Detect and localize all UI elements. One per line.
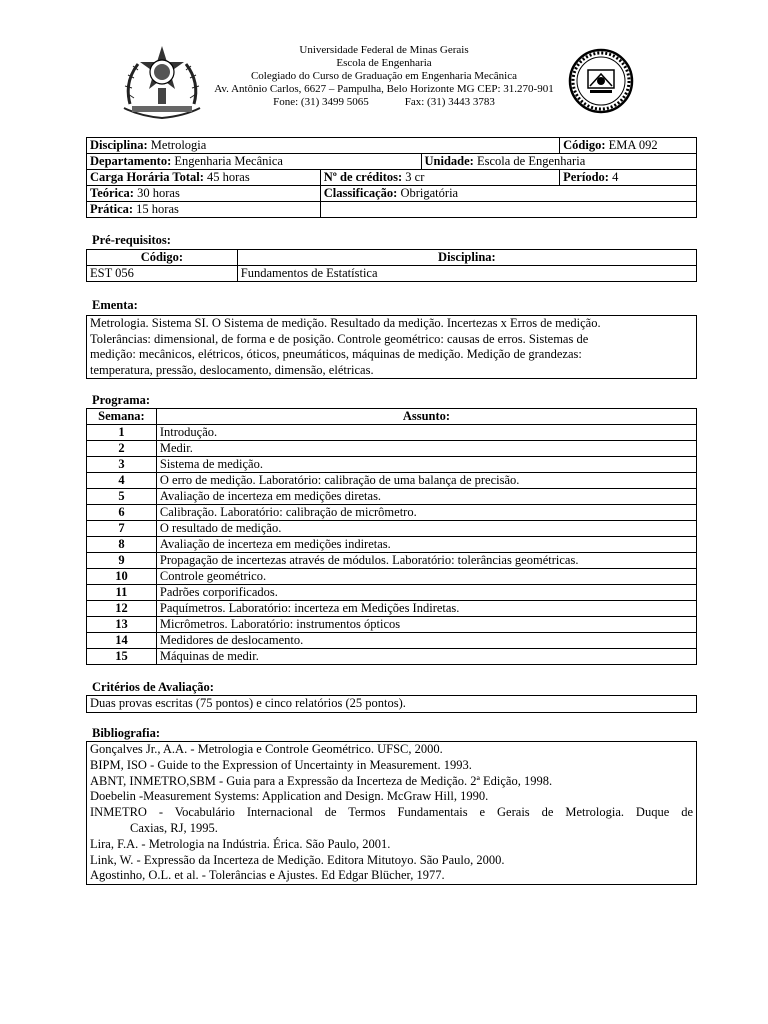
list-item-continuation: Caxias, RJ, 1995. <box>130 820 218 835</box>
bibliografia-box <box>86 741 697 885</box>
school-name: Escola de Engenharia <box>336 57 432 69</box>
prereq-codigo: EST 056 <box>87 266 238 282</box>
table-row <box>87 266 697 282</box>
prereq-col-disciplina: Disciplina: <box>237 250 696 266</box>
creditos-cell: Nº de créditos: 3 cr <box>320 170 559 186</box>
list-item: Agostinho, O.L. et al. - Tolerâncias e Ajustes. Ed Edgar Blücher, 1977. <box>90 868 445 883</box>
teorica-cell: Teórica: 30 horas <box>87 186 321 202</box>
table-row: 6 Calibração. Laboratório: calibração de micrômetro. <box>87 505 697 521</box>
programa-col-assunto: Assunto: <box>156 409 696 425</box>
criterios-text: Duas provas escritas (75 pontos) e cinco relatórios (25 pontos). <box>90 696 406 710</box>
criterios-title: Critérios de Avaliação: <box>92 680 214 694</box>
table-row: 2 Medir. <box>87 441 697 457</box>
ementa-line: Metrologia. Sistema SI. O Sistema de medição. Resultado da medição. Incertezas x Erros de medição. <box>90 316 601 330</box>
table-row: 7 O resultado de medição. <box>87 521 697 537</box>
table-row: 14 Medidores de deslocamento. <box>87 633 697 649</box>
institution-header <box>0 44 768 109</box>
table-row: 9 Propagação de incertezas através de módulos. Laboratório: tolerâncias geométricas. <box>87 553 697 569</box>
table-row: 13 Micrômetros. Laboratório: instrumentos ópticos <box>87 617 697 633</box>
codigo-cell: Código: EMA 092 <box>560 138 697 154</box>
prereq-title: Pré-requisitos: <box>92 233 171 247</box>
departamento-cell: Departamento: Engenharia Mecânica <box>87 154 422 170</box>
table-row: 5 Avaliação de incerteza em medições diretas. <box>87 489 697 505</box>
programa-title: Programa: <box>92 393 151 407</box>
table-row: 1 Introdução. <box>87 425 697 441</box>
list-item: Link, W. - Expressão da Incerteza de Medição. Editora Mitutoyo. São Paulo, 2000. <box>90 852 505 867</box>
prereq-disciplina: Fundamentos de Estatística <box>237 266 696 282</box>
university-name: Universidade Federal de Minas Gerais <box>299 44 469 56</box>
list-item: Doebelin -Measurement Systems: Application and Design. McGraw Hill, 1990. <box>90 789 489 804</box>
table-row: 8 Avaliação de incerteza em medições indiretas. <box>87 537 697 553</box>
programa-col-semana: Semana: <box>87 409 157 425</box>
ementa-box <box>86 315 697 379</box>
table-row: 11 Padrões corporificados. <box>87 585 697 601</box>
ementa-line: medição: mecânicos, elétricos, óticos, pneumáticos, máquinas de medição. Medição de grandezas: <box>90 347 582 361</box>
list-item: INMETRO - Vocabulário Internacional de Termos Fundamentais e Gerais de Metrologia. Duque de <box>90 805 693 820</box>
list-item: Lira, F.A. - Metrologia na Indústria. Érica. São Paulo, 2001. <box>90 836 391 851</box>
prereq-col-codigo: Código: <box>87 250 238 266</box>
course-info-grid <box>86 137 697 218</box>
phone: Fone: (31) 3499 5065 <box>273 96 369 108</box>
list-item: BIPM, ISO - Guide to the Expression of Uncertainty in Measurement. 1993. <box>90 757 472 772</box>
colegiado-name: Colegiado do Curso de Graduação em Engenharia Mecânica <box>250 70 518 82</box>
empty-cell <box>320 202 696 218</box>
table-row: 12 Paquímetros. Laboratório: incerteza em Medições Indiretas. <box>87 601 697 617</box>
ementa-line: Tolerâncias: dimensional, de forma e de posição. Controle geométrico: causas de erros. Sistemas de <box>90 331 589 346</box>
programa-table <box>86 408 697 665</box>
table-row: 15 Máquinas de medir. <box>87 649 697 665</box>
periodo-cell: Período: 4 <box>560 170 697 186</box>
unidade-cell: Unidade: Escola de Engenharia <box>421 154 697 170</box>
classificacao-cell: Classificação: Obrigatória <box>320 186 696 202</box>
list-item: Gonçalves Jr., A.A. - Metrologia e Controle Geométrico. UFSC, 2000. <box>90 742 443 756</box>
prereq-table <box>86 249 697 282</box>
table-row: 4 O erro de medição. Laboratório: calibração de uma balança de precisão. <box>87 473 697 489</box>
table-row: 10 Controle geométrico. <box>87 569 697 585</box>
ementa-title: Ementa: <box>92 298 138 312</box>
address: Av. Antônio Carlos, 6627 – Pampulha, Belo Horizonte MG CEP: 31.270-901 <box>214 83 554 95</box>
table-row: 3 Sistema de medição. <box>87 457 697 473</box>
disciplina-cell: Disciplina: Metrologia <box>87 138 560 154</box>
list-item: ABNT, INMETRO,SBM - Guia para a Expressão da Incerteza de Medição. 2ª Edição, 1998. <box>90 773 553 788</box>
carga-horaria-cell: Carga Horária Total: 45 horas <box>87 170 321 186</box>
criterios-box <box>86 695 697 713</box>
bibliografia-title: Bibliografia: <box>92 726 161 740</box>
ementa-line: temperatura, pressão, deslocamento, dimensão, elétricas. <box>90 362 374 377</box>
pratica-cell: Prática: 15 horas <box>87 202 321 218</box>
fax: Fax: (31) 3443 3783 <box>404 96 495 108</box>
